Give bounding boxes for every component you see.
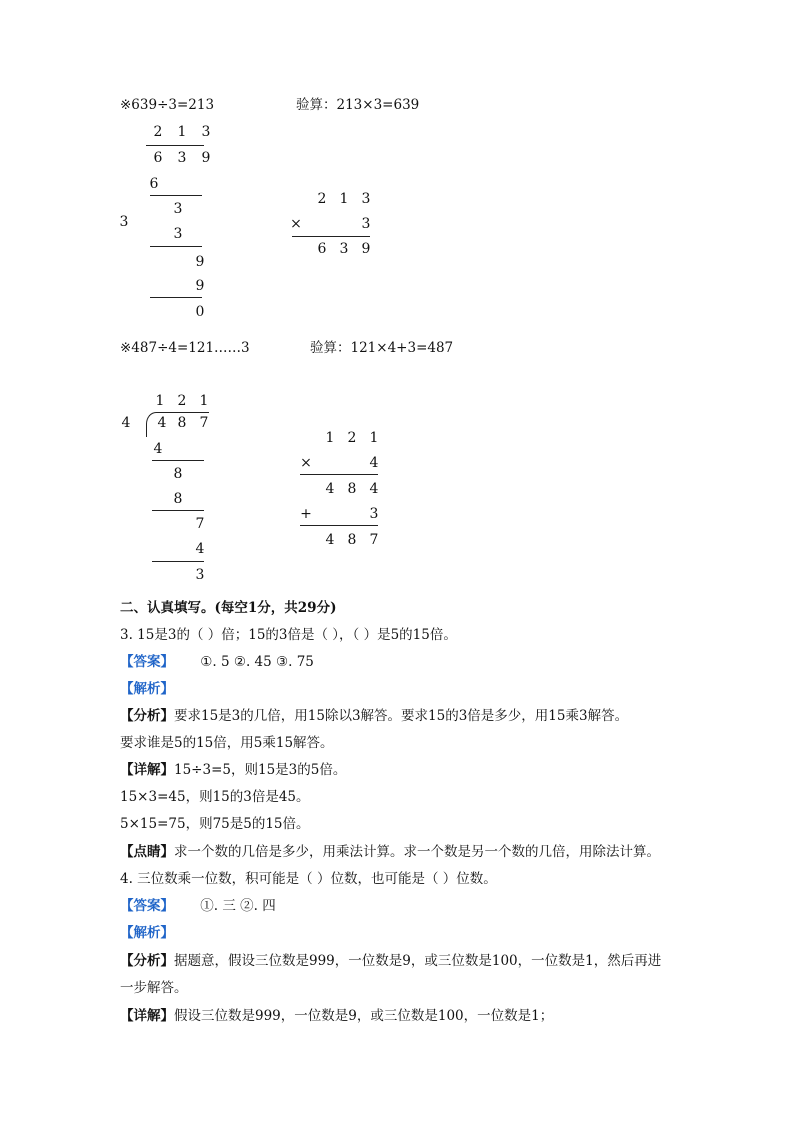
mult-digit: 1 — [325, 430, 335, 446]
q3-dianjing — [120, 843, 660, 861]
fenxi-tag: 【分析】 — [120, 708, 174, 724]
mult-digit: 3 — [361, 216, 371, 232]
dividend-digit: 4 — [157, 415, 167, 431]
calc2-check-label: 验算：121×4+3=487 — [310, 340, 454, 356]
answer-text: ①. 三 ②. 四 — [200, 898, 276, 914]
plus-sign: + — [300, 506, 312, 522]
fenxi-tag: 【分析】 — [120, 953, 174, 969]
q3-xiangjie-line3: 5×15=75，则75是5的15倍。 — [120, 816, 310, 832]
xiangjie-text: 15÷3=5，则15是3的5倍。 — [174, 762, 347, 778]
mult-digit: 1 — [369, 430, 379, 446]
dividend-digit: 6 — [153, 150, 163, 166]
calc2-equation: ※487÷4=121……3 — [120, 340, 250, 356]
question-4: 4. 三位数乘一位数，积可能是（ ）位数，也可能是（ ）位数。 — [120, 871, 497, 887]
step-digit: 7 — [195, 516, 205, 532]
q4-answer-row — [120, 897, 276, 915]
mult-digit: 7 — [369, 532, 379, 548]
multiply-sign: × — [300, 455, 312, 471]
mult-digit: 3 — [369, 506, 379, 522]
step-digit: 9 — [195, 254, 205, 270]
divisor: 4 — [121, 415, 131, 431]
section-title: 二、认真填写。(每空1分，共29分) — [120, 600, 337, 616]
step-line — [152, 561, 204, 562]
q4-fenxi-cont: 一步解答。 — [120, 980, 188, 996]
division-bar — [146, 145, 204, 146]
step-line — [152, 510, 204, 511]
mult-digit: 9 — [361, 241, 371, 257]
mult-line — [300, 474, 378, 475]
mult-digit: 2 — [347, 430, 357, 446]
mult-digit: 8 — [347, 481, 357, 497]
divisor: 3 — [119, 214, 129, 230]
step-line — [150, 195, 202, 196]
fenxi-text: 据题意，假设三位数是999，一位数是9，或三位数是100，一位数是1，然后再进 — [174, 953, 662, 969]
dividend-digit: 9 — [201, 150, 211, 166]
quotient-digit: 1 — [199, 393, 209, 409]
mult-line — [300, 525, 378, 526]
q3-answer-row — [120, 653, 314, 671]
q3-fenxi-cont: 要求谁是5的15倍，用5乘15解答。 — [120, 735, 334, 751]
calc1-check-label: 验算：213×3=639 — [296, 97, 420, 113]
mult-digit: 3 — [339, 241, 349, 257]
step-line — [152, 460, 204, 461]
step-digit: 3 — [173, 226, 183, 242]
q3-fenxi — [120, 707, 628, 725]
step-digit: 4 — [195, 541, 205, 557]
q4-fenxi — [120, 952, 661, 970]
mult-digit: 4 — [369, 455, 379, 471]
step-digit: 8 — [173, 466, 183, 482]
mult-digit: 6 — [317, 241, 327, 257]
q3-jiexi-tag: 【解析】 — [120, 681, 174, 697]
dividend-digit: 8 — [177, 415, 187, 431]
xiangjie-text: 假设三位数是999，一位数是9，或三位数是100，一位数是1； — [174, 1008, 554, 1024]
dividend-digit: 3 — [177, 150, 187, 166]
quotient-digit: 2 — [177, 393, 187, 409]
multiply-sign: × — [290, 216, 302, 232]
q4-xiangjie — [120, 1007, 553, 1025]
dividend-digit: 7 — [199, 415, 209, 431]
calc1-equation: ※639÷3=213 — [120, 97, 215, 113]
step-digit: 6 — [149, 176, 159, 192]
quotient-digit: 3 — [201, 124, 211, 140]
mult-line — [292, 236, 370, 237]
mult-digit: 4 — [325, 532, 335, 548]
mult-digit: 1 — [339, 191, 349, 207]
xiangjie-tag: 【详解】 — [120, 1008, 174, 1024]
mult-digit: 4 — [369, 481, 379, 497]
dianjing-text: 求一个数的几倍是多少，用乘法计算。求一个数是另一个数的几倍，用除法计算。 — [174, 844, 660, 860]
step-line — [150, 246, 202, 247]
xiangjie-tag: 【详解】 — [120, 762, 174, 778]
q3-xiangjie — [120, 761, 346, 779]
step-digit: 3 — [173, 201, 183, 217]
q3-xiangjie-line2: 15×3=45，则15的3倍是45。 — [120, 789, 310, 805]
q4-jiexi-tag: 【解析】 — [120, 925, 174, 941]
answer-tag: 【答案】 — [120, 898, 174, 914]
quotient-digit: 1 — [177, 124, 187, 140]
step-digit: 0 — [195, 304, 205, 320]
step-digit: 9 — [195, 278, 205, 294]
answer-text: ①. 5 ②. 45 ③. 75 — [200, 654, 314, 670]
mult-digit: 3 — [361, 191, 371, 207]
quotient-digit: 1 — [155, 393, 165, 409]
mult-digit: 8 — [347, 532, 357, 548]
mult-digit: 4 — [325, 481, 335, 497]
fenxi-text: 要求15是3的几倍，用15除以3解答。要求15的3倍是多少，用15乘3解答。 — [174, 708, 629, 724]
step-digit: 4 — [153, 441, 163, 457]
step-digit: 3 — [195, 567, 205, 583]
step-line — [150, 297, 202, 298]
answer-tag: 【答案】 — [120, 654, 174, 670]
mult-digit: 2 — [317, 191, 327, 207]
question-3: 3. 15是3的（ ）倍；15的3倍是（ ），（ ）是5的15倍。 — [120, 627, 457, 643]
dianjing-tag: 【点睛】 — [120, 844, 174, 860]
step-digit: 8 — [173, 491, 183, 507]
quotient-digit: 2 — [153, 124, 163, 140]
